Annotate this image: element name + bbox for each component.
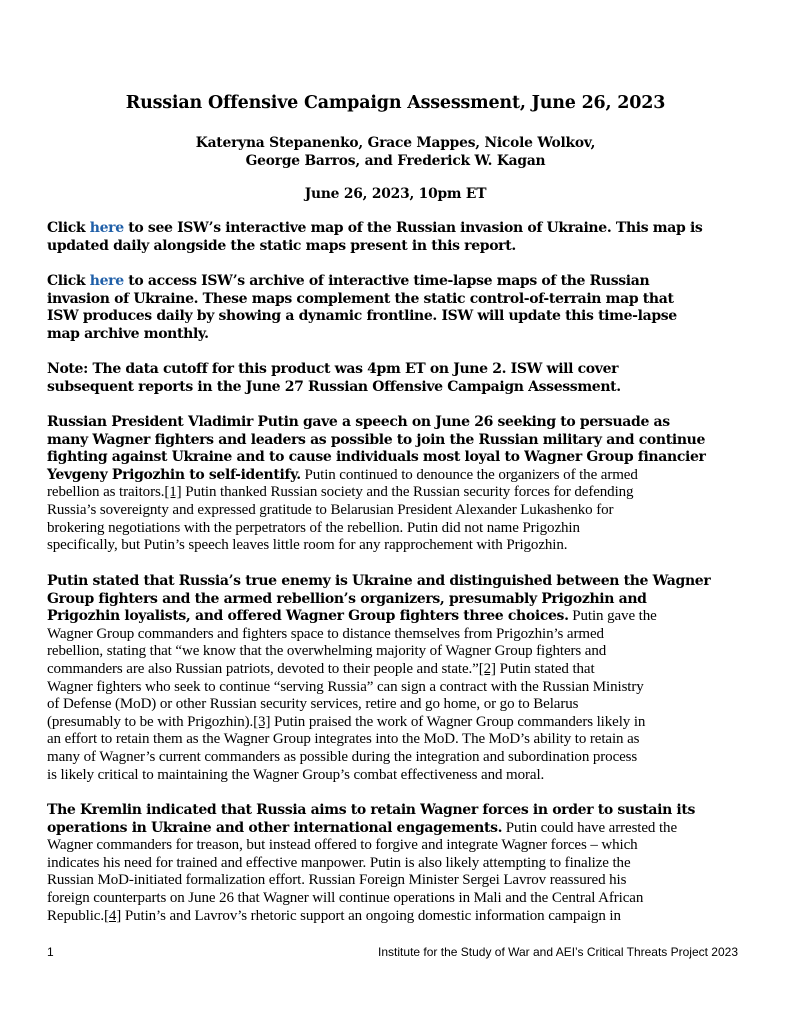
- footnote-3-link[interactable]: [3]: [253, 713, 271, 730]
- authors-line-2: George Barros, and Frederick W. Kagan: [245, 153, 546, 169]
- footer-text: Institute for the Study of War and AEI’s Critical Threats Project 2023: [378, 945, 738, 959]
- footnote-1-link[interactable]: [1]: [164, 484, 182, 501]
- time-lapse-archive-link[interactable]: here: [89, 273, 124, 289]
- page-number: 1: [47, 945, 54, 959]
- paragraph-kremlin-retain: The Kremlin indicated that Russia aims to retain Wagner forces in order to sustain its operations in Ukraine and other international engagements. Putin could have arrested the Wagner commanders for treason, but instead offered to forgive and integrate Wagner forces – which indicates his need for trained and effective manpower. Putin is also likely attempting to finalize the Russian MoD-initiated formalization effort. Russian Foreign Minister Sergei Lavrov reassured his foreign counterparts on June 26 that Wagner will continue operations in Mali and the Central African Republic.[4] Putin’s and Lavrov’s rhetoric support an ongoing domestic information campaign in: [47, 802, 696, 924]
- authors: [0, 134, 791, 170]
- page-title: Russian Offensive Campaign Assessment, June 26, 2023: [125, 93, 666, 113]
- interactive-map-link[interactable]: here: [89, 220, 124, 236]
- report-date: June 26, 2023, 10pm ET: [304, 186, 487, 202]
- footnote-4-link[interactable]: [4]: [104, 907, 122, 924]
- footnote-2-link[interactable]: [2]: [478, 660, 496, 677]
- paragraph-note: Note: The data cutoff for this product was 4pm ET on June 2. ISW will cover subsequent reports in the June 27 Russian Offensive Campaign Assessment.: [47, 361, 621, 395]
- authors-line-1: Kateryna Stepanenko, Grace Mappes, Nicole Wolkov,: [195, 135, 596, 151]
- paragraph-time-lapse: Click here to access ISW’s archive of interactive time-lapse maps of the Russian invasion of Ukraine. These maps complement the static control-of-terrain map that ISW produces daily by showing a dynamic frontline. ISW will update this time-lapse map archive monthly.: [47, 273, 677, 342]
- paragraph-putin-speech: Russian President Vladimir Putin gave a speech on June 26 seeking to persuade as many Wagner fighters and leaders as possible to join the Russian military and continue fighting against Ukraine and to cause individuals most loyal to Wagner Group financier Yevgeny Prigozhin to self-identify. Putin continued to denounce the organizers of the armed rebellion as traitors.[1] Putin thanked Russian society and the Russian security forces for defending Russia’s sovereignty and expressed gratitude to Belarusian President Alexander Lukashenko for brokering negotiations with the perpetrators of the rebellion. Putin did not name Prigozhin specifically, but Putin’s speech leaves little room for any rapprochement with Prigozhin.: [47, 414, 706, 554]
- paragraph-interactive-map: Click here to see ISW’s interactive map of the Russian invasion of Ukraine. This map is updated daily alongside the static maps present in this report.: [47, 220, 703, 254]
- paragraph-true-enemy: Putin stated that Russia’s true enemy is Ukraine and distinguished between the Wagner Group fighters and the armed rebellion’s organizers, presumably Prigozhin and Prigozhin loyalists, and offered Wagner Group fighters three choices. Putin gave the Wagner Group commanders and fighters space to distance themselves from Prigozhin’s armed rebellion, stating that “we know that the overwhelming majority of Wagner Group fighters and commanders are also Russian patriots, devoted to their people and state.”[2] Putin stated that Wagner fighters who seek to continue “serving Russia” can sign a contract with the Russian Ministry of Defense (MoD) or other Russian security services, retire and go home, or go to Belarus (presumably to be with Prigozhin).[3] Putin praised the work of Wagner Group commanders likely in an effort to retain them as the Wagner Group integrates into the MoD. The MoD’s ability to retain as many of Wagner’s current commanders as possible during the integration and subordination process is likely critical to maintaining the Wagner Group’s combat effectiveness and moral.: [47, 573, 711, 783]
